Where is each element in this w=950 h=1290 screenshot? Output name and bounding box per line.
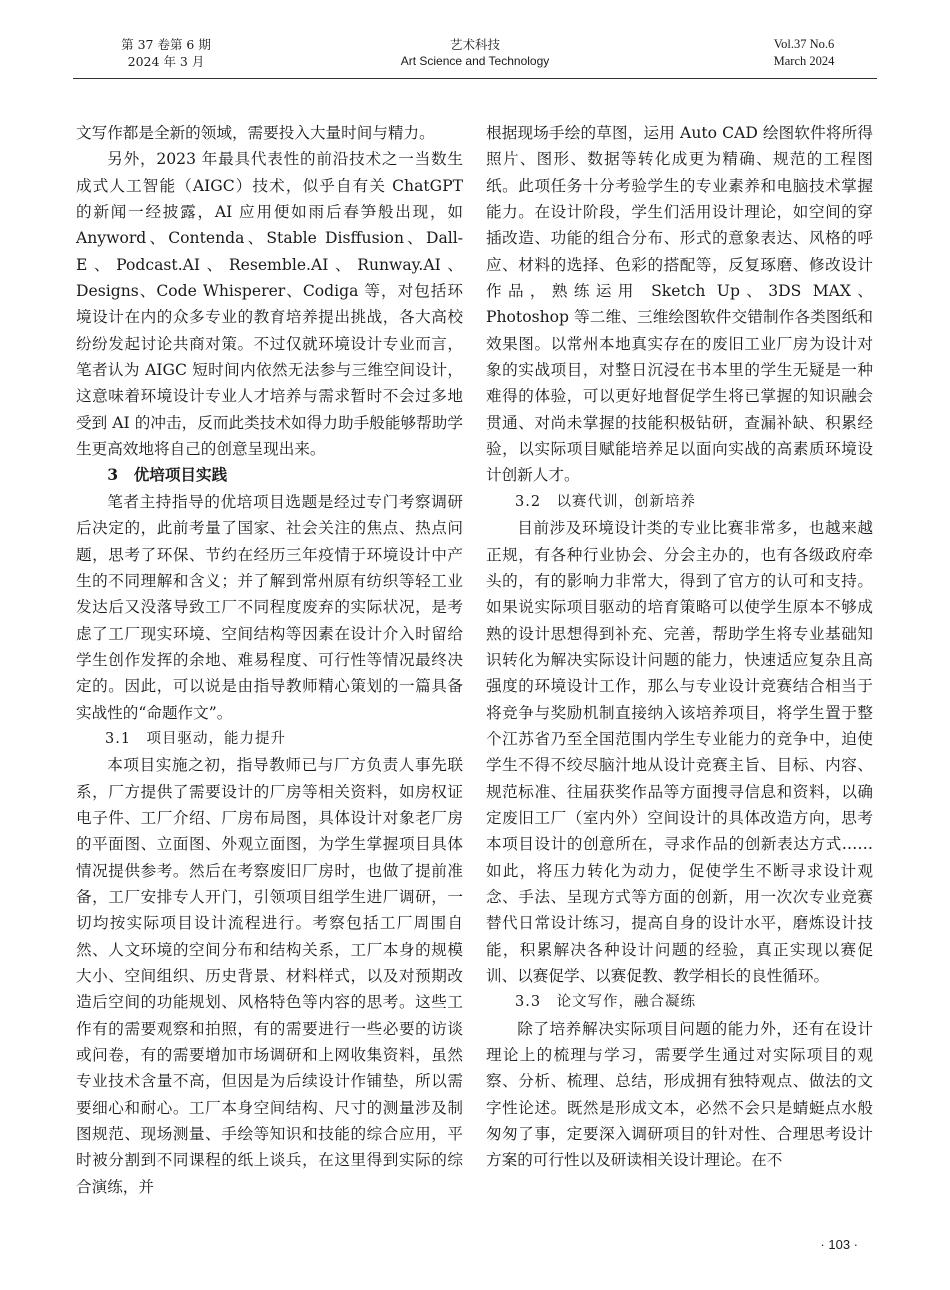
page-number: · 103 · bbox=[820, 1237, 858, 1252]
subsection-heading: 3.2 以赛代训，创新培养 bbox=[515, 493, 697, 510]
right-column bbox=[486, 120, 873, 1174]
journal-issue-en bbox=[759, 36, 849, 70]
paragraph: 目前涉及环境设计类的专业比赛非常多，也越来越正规，有各种行业协会、分会主办的，也有各级政府牵头的，有的影响力非常大，得到了官方的认可和支持。如果说实际项目驱动的培育策略可以使学生原本不够成熟的设计思想得到补充、完善，帮助学生将专业基础知识转化为解决实际设计问题的能力，快速适应复杂且高强度的环境设计工作，那么与专业设计竞赛结合相当于将竞争与奖励机制直接纳入该培养项目，将学生置于整个江苏省乃至全国范围内学生专业能力的竞争中，迫使学生不得不绞尽脑汁地从设计竞赛主旨、目标、内容、规范标准、往届获奖作品等方面搜寻信息和资料，以确定废旧工厂（室内外）空间设计的具体改造方向，思考本项目设计的创意所在，寻求作品的创新表达方式……如此，将压力转化为动力，促使学生不断寻求设计观念、手法、呈现方式等方面的创新，用一次次专业竞赛替代日常设计练习，提高自身的设计水平，磨炼设计技能，积累解决各种设计问题的经验，真正实现以赛促训、以赛促学、以赛促教、教学相长的良性循环。 bbox=[486, 519, 873, 985]
running-header bbox=[73, 36, 877, 79]
volume-issue: 第 37 卷第 6 期 bbox=[121, 37, 211, 52]
paragraph: 本项目实施之初，指导教师已与厂方负责人事先联系，厂方提供了需要设计的厂房等相关资料，如房权证电子件、工厂介绍、厂房布局图，具体设计对象老厂房的平面图、立面图、外观立面图，为学生掌握项目具体情况提供参考。然后在考察废旧厂房时，也做了提前准备，工厂安排专人开门，引领项目组学生进厂调研，一切均按实际项目设计流程进行。考察包括工厂周围自然、人文环境的空间分布和结构关系，工厂本身的规模大小、空间组织、历史背景、材料样式，以及对预期改造后空间的功能规划、风格特色等内容的思考。这些工作有的需要观察和拍照，有的需要进行一些必要的访谈或问卷，有的需要增加市场调研和上网收集资料，虽然专业技术含量不高，但因是为后续设计作铺垫，所以需要细心和耐心。工厂本身空间结构、尺寸的测量涉及制图规范、现场测量、手绘等知识和技能的综合应用，平时被分割到不同课程的纸上谈兵，在这里得到实际的综合演练，并 bbox=[76, 756, 463, 1196]
issue-date-en: March 2024 bbox=[773, 54, 835, 68]
subsection-heading: 3.1 项目驱动，能力提升 bbox=[105, 730, 287, 747]
paragraph: 另外，2023 年最具代表性的前沿技术之一当数生成式人工智能（AIGC）技术，似乎自有关 ChatGPT 的新闻一经披露，AI 应用便如雨后春笋般出现，如 Anyword、Contenda、Stable Disffusion、Dall-E、Podcast.AI、Resemble.AI、Runway.AI、Designs、Code Whisperer、Codiga 等，对包括环境设计在内的众多专业的教育培养提出挑战，各大高校纷纷发起讨论共商对策。不过仅就环境设计专业而言，笔者认为 AIGC 短时间内依然无法参与三维空间设计，这意味着环境设计专业人才培养与需求暂时不会过多地受到 AI 的冲击，反而此类技术如得力助手般能够帮助学生更高效地将自己的创意呈现出来。 bbox=[76, 150, 463, 459]
paragraph: 根据现场手绘的草图，运用 Auto CAD 绘图软件将所得照片、图形、数据等转化成更为精确、规范的工程图纸。此项任务十分考验学生的专业素养和电脑技术掌握能力。在设计阶段，学生们活用设计理论，如空间的穿插改造、功能的组合分布、形式的意象表达、风格的呼应、材料的选择、色彩的搭配等，反复琢磨、修改设计作品，熟练运用 Sketch Up、3DS MAX、Photoshop 等二维、三维绘图软件交错制作各类图纸和效果图。以常州本地真实存在的废旧工业厂房为设计对象的实战项目，对整日沉浸在书本里的学生无疑是一种难得的体验，可以更好地督促学生将已掌握的知识融会贯通、对尚未掌握的技能积极钻研，查漏补缺、积累经验，以实际项目赋能培养足以面向实战的高素质环境设计创新人才。 bbox=[486, 124, 873, 485]
issue-date: 2024 年 3 月 bbox=[127, 54, 205, 69]
paragraph: 除了培养解决实际项目问题的能力外，还有在设计理论上的梳理与学习，需要学生通过对实际项目的观察、分析、梳理、总结，形成拥有独特观点、做法的文字性论述。既然是形成文本，必然不会只是蜻蜓点水般匆匆了事，定要深入调研项目的针对性、合理思考设计方案的可行性以及研读相关设计理论。在不 bbox=[486, 1019, 873, 1170]
section-heading: 3 优培项目实践 bbox=[107, 465, 228, 485]
left-column bbox=[76, 120, 463, 1200]
journal-title bbox=[73, 36, 877, 70]
paragraph: 笔者主持指导的优培项目选题是经过专门考察调研后决定的，此前考量了国家、社会关注的焦点、热点问题，思考了环保、节约在经历三年疫情于环境设计中产生的不同理解和含义；并了解到常州原有纺织等轻工业发达后又没落导致工厂不同程度废弃的实际状况，是考虑了工厂现实环境、空间结构等因素在设计介入时留给学生创作发挥的余地、难易程度、可行性等情况最终决定的。因此，可以说是由指导教师精心策划的一篇具备实战性的“命题作文”。 bbox=[76, 492, 463, 722]
volume-issue-en: Vol.37 No.6 bbox=[773, 37, 835, 51]
paragraph: 文写作都是全新的领域，需要投入大量时间与精力。 bbox=[76, 124, 435, 142]
journal-title-cn: 艺术科技 bbox=[449, 37, 500, 52]
subsection-heading: 3.3 论文写作，融合凝练 bbox=[515, 994, 697, 1011]
journal-title-en: Art Science and Technology bbox=[400, 54, 550, 68]
